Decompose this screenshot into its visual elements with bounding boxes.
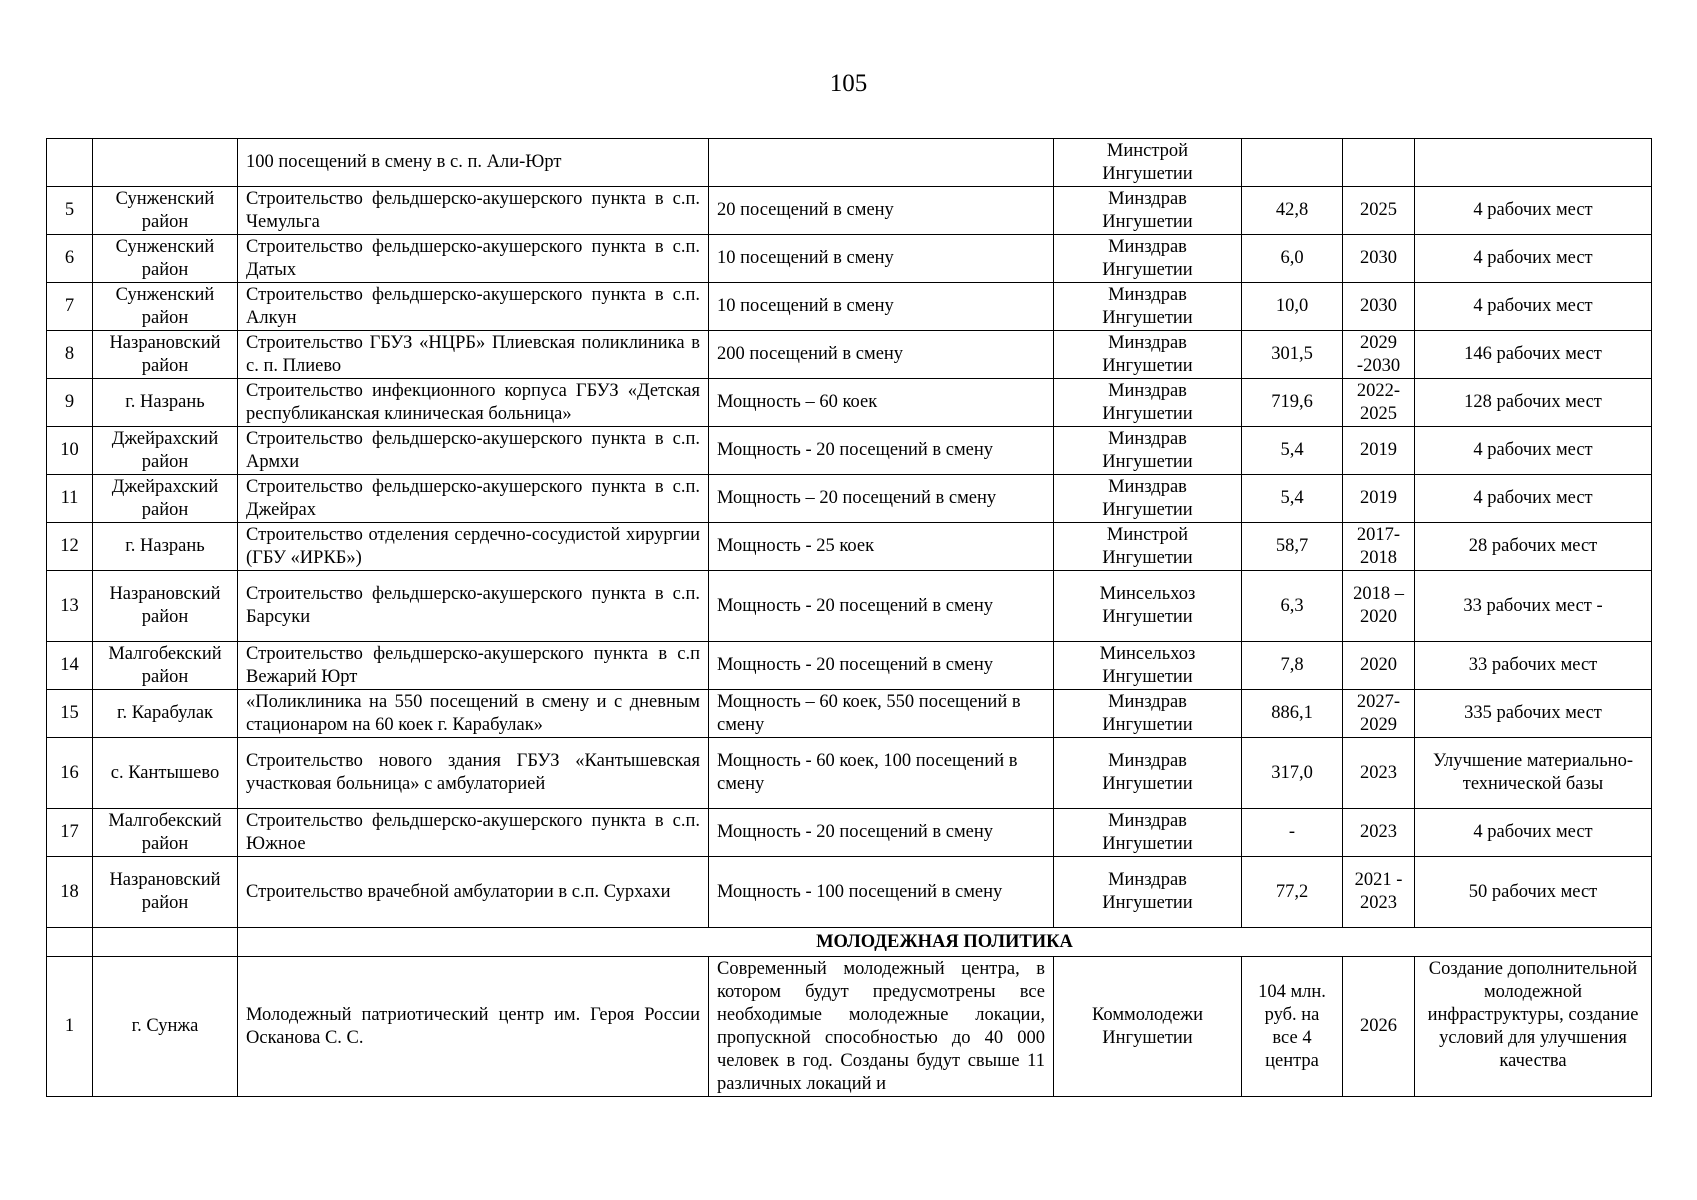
row-years: 2023 — [1343, 738, 1415, 809]
row-capacity: Мощность – 20 посещений в смену — [709, 475, 1054, 523]
row-capacity — [709, 139, 1054, 187]
row-capacity: Мощность - 100 посещений в смену — [709, 857, 1054, 928]
row-years: 2026 — [1343, 957, 1415, 1097]
table-row — [47, 523, 1652, 571]
row-capacity-cell — [709, 957, 1054, 1097]
row-number: 9 — [47, 379, 93, 427]
row-organization: Минздрав Ингушетии — [1054, 857, 1242, 928]
row-jobs: Создание дополнительной молодежной инфраструктуры, создание условий для улучшения качества — [1427, 958, 1639, 1071]
row-number: 5 — [47, 187, 93, 235]
row-number: 13 — [47, 571, 93, 642]
row-years: 2022-2025 — [1343, 379, 1415, 427]
row-years: 2020 — [1343, 642, 1415, 690]
row-amount: 58,7 — [1242, 523, 1343, 571]
section-header-row — [47, 928, 1652, 957]
table-row — [47, 857, 1652, 928]
row-project-name: Строительство инфекционного корпуса ГБУЗ «Детская республиканская клиническая больница» — [238, 379, 709, 427]
row-capacity: Мощность – 60 коек — [709, 379, 1054, 427]
row-years: 2019 — [1343, 427, 1415, 475]
row-jobs: 4 рабочих мест — [1415, 809, 1652, 857]
row-location: Малгобекский район — [93, 642, 238, 690]
row-number — [47, 928, 93, 957]
row-organization: Минздрав Ингушетии — [1054, 809, 1242, 857]
row-organization: Коммолодежи Ингушетии — [1054, 957, 1242, 1097]
row-number: 12 — [47, 523, 93, 571]
row-location: Сунженский район — [93, 187, 238, 235]
row-years: 2027-2029 — [1343, 690, 1415, 738]
row-number: 7 — [47, 283, 93, 331]
row-location: Сунженский район — [93, 235, 238, 283]
row-amount: 6,0 — [1242, 235, 1343, 283]
row-organization: Минстрой Ингушетии — [1054, 139, 1242, 187]
row-organization: Минздрав Ингушетии — [1054, 379, 1242, 427]
row-capacity: 200 посещений в смену — [709, 331, 1054, 379]
table-row — [47, 690, 1652, 738]
section-title: МОЛОДЕЖНАЯ ПОЛИТИКА — [238, 928, 1652, 957]
row-location: Малгобекский район — [93, 809, 238, 857]
row-number: 11 — [47, 475, 93, 523]
row-organization: Минздрав Ингушетии — [1054, 690, 1242, 738]
row-jobs: 335 рабочих мест — [1415, 690, 1652, 738]
row-jobs-cell — [1415, 957, 1652, 1097]
row-organization: Минсельхоз Ингушетии — [1054, 571, 1242, 642]
row-jobs: 4 рабочих мест — [1415, 427, 1652, 475]
row-organization: Минздрав Ингушетии — [1054, 283, 1242, 331]
row-jobs: 4 рабочих мест — [1415, 475, 1652, 523]
row-project-name: Молодежный патриотический центр им. Героя России Осканова С. С. — [238, 957, 709, 1097]
row-project-name: Строительство фельдшерско-акушерского пункта в с.п Вежарий Юрт — [238, 642, 709, 690]
row-project-name: Строительство фельдшерско-акушерского пункта в с.п. Датых — [238, 235, 709, 283]
row-years: 2021 - 2023 — [1343, 857, 1415, 928]
row-jobs — [1415, 139, 1652, 187]
row-capacity: Мощность - 20 посещений в смену — [709, 571, 1054, 642]
row-years: 2019 — [1343, 475, 1415, 523]
row-location: Назрановский район — [93, 857, 238, 928]
row-organization: Минздрав Ингушетии — [1054, 738, 1242, 809]
row-project-name: Строительство фельдшерско-акушерского пункта в с.п. Алкун — [238, 283, 709, 331]
table-row — [47, 809, 1652, 857]
row-location — [93, 928, 238, 957]
table-row — [47, 187, 1652, 235]
row-capacity: Современный молодежный центра, в котором будут предусмотрены все необходимые молодежные локации, пропускной способностью до 40 000 человек в год. Созданы будут свыше 11 различных локаций и — [717, 958, 1045, 1094]
table-row — [47, 642, 1652, 690]
row-amount: 719,6 — [1242, 379, 1343, 427]
row-project-name: Строительство фельдшерско-акушерского пункта в с.п. Чемульга — [238, 187, 709, 235]
row-number: 8 — [47, 331, 93, 379]
row-organization: Минздрав Ингушетии — [1054, 475, 1242, 523]
row-years: 2030 — [1343, 283, 1415, 331]
row-project-name: Строительство фельдшерско-акушерского пункта в с.п. Южное — [238, 809, 709, 857]
row-amount: 10,0 — [1242, 283, 1343, 331]
row-amount: 301,5 — [1242, 331, 1343, 379]
row-capacity: 20 посещений в смену — [709, 187, 1054, 235]
row-amount: - — [1242, 809, 1343, 857]
row-capacity: Мощность - 60 коек, 100 посещений в смену — [709, 738, 1054, 809]
row-number: 14 — [47, 642, 93, 690]
row-project-name: 100 посещений в смену в с. п. Али-Юрт — [238, 139, 709, 187]
row-location: Джейрахский район — [93, 475, 238, 523]
row-amount: 77,2 — [1242, 857, 1343, 928]
row-location: Назрановский район — [93, 571, 238, 642]
row-amount: 886,1 — [1242, 690, 1343, 738]
table-row — [47, 427, 1652, 475]
row-amount: 6,3 — [1242, 571, 1343, 642]
row-jobs: 4 рабочих мест — [1415, 283, 1652, 331]
table-row — [47, 957, 1652, 1097]
row-amount: 5,4 — [1242, 475, 1343, 523]
row-location: г. Назрань — [93, 379, 238, 427]
row-jobs: 50 рабочих мест — [1415, 857, 1652, 928]
row-project-name: Строительство отделения сердечно-сосудистой хирургии (ГБУ «ИРКБ») — [238, 523, 709, 571]
row-capacity: Мощность – 60 коек, 550 посещений в смену — [709, 690, 1054, 738]
row-amount: 317,0 — [1242, 738, 1343, 809]
row-project-name: Строительство фельдшерско-акушерского пункта в с.п. Барсуки — [238, 571, 709, 642]
row-location: г. Карабулак — [93, 690, 238, 738]
row-number: 1 — [47, 957, 93, 1097]
table-row — [47, 571, 1652, 642]
row-organization: Минздрав Ингушетии — [1054, 331, 1242, 379]
row-jobs: Улучшение материально-технической базы — [1415, 738, 1652, 809]
row-project-name: Строительство фельдшерско-акушерского пункта в с.п. Армхи — [238, 427, 709, 475]
table-row — [47, 738, 1652, 809]
row-capacity: Мощность - 20 посещений в смену — [709, 427, 1054, 475]
row-capacity: 10 посещений в смену — [709, 283, 1054, 331]
row-amount: 5,4 — [1242, 427, 1343, 475]
row-years: 2017-2018 — [1343, 523, 1415, 571]
row-number: 15 — [47, 690, 93, 738]
row-jobs: 146 рабочих мест — [1415, 331, 1652, 379]
row-project-name: «Поликлиника на 550 посещений в смену и с дневным стационаром на 60 коек г. Карабулак» — [238, 690, 709, 738]
row-years: 2025 — [1343, 187, 1415, 235]
row-number: 17 — [47, 809, 93, 857]
table-row — [47, 331, 1652, 379]
row-years: 2029 -2030 — [1343, 331, 1415, 379]
row-amount: 42,8 — [1242, 187, 1343, 235]
row-capacity: 10 посещений в смену — [709, 235, 1054, 283]
row-jobs: 28 рабочих мест — [1415, 523, 1652, 571]
row-location: Джейрахский район — [93, 427, 238, 475]
row-number: 16 — [47, 738, 93, 809]
row-project-name: Строительство ГБУЗ «НЦРБ» Плиевская поликлиника в с. п. Плиево — [238, 331, 709, 379]
row-organization: Минсельхоз Ингушетии — [1054, 642, 1242, 690]
row-number — [47, 139, 93, 187]
row-organization: Минздрав Ингушетии — [1054, 187, 1242, 235]
page-number: 105 — [829, 70, 868, 97]
row-amount — [1242, 139, 1343, 187]
row-location: Назрановский район — [93, 331, 238, 379]
row-number: 18 — [47, 857, 93, 928]
row-amount: 7,8 — [1242, 642, 1343, 690]
row-organization: Минздрав Ингушетии — [1054, 427, 1242, 475]
row-amount: 104 млн. руб. на все 4 центра — [1242, 957, 1343, 1097]
row-location: г. Назрань — [93, 523, 238, 571]
row-project-name: Строительство нового здания ГБУЗ «Кантышевская участковая больница» с амбулаторией — [238, 738, 709, 809]
table-row — [47, 139, 1652, 187]
row-jobs: 4 рабочих мест — [1415, 187, 1652, 235]
row-project-name: Строительство врачебной амбулатории в с.п. Сурхахи — [238, 857, 709, 928]
row-years: 2018 – 2020 — [1343, 571, 1415, 642]
row-organization: Минстрой Ингушетии — [1054, 523, 1242, 571]
row-years: 2023 — [1343, 809, 1415, 857]
row-jobs: 33 рабочих мест — [1415, 642, 1652, 690]
row-capacity: Мощность - 25 коек — [709, 523, 1054, 571]
investment-projects-table — [46, 138, 1652, 1097]
table-row — [47, 235, 1652, 283]
row-years: 2030 — [1343, 235, 1415, 283]
table-row — [47, 379, 1652, 427]
row-jobs: 33 рабочих мест - — [1415, 571, 1652, 642]
row-number: 10 — [47, 427, 93, 475]
row-capacity: Мощность - 20 посещений в смену — [709, 809, 1054, 857]
row-location: г. Сунжа — [93, 957, 238, 1097]
row-location: с. Кантышево — [93, 738, 238, 809]
row-years — [1343, 139, 1415, 187]
row-jobs: 128 рабочих мест — [1415, 379, 1652, 427]
row-organization: Минздрав Ингушетии — [1054, 235, 1242, 283]
table-row — [47, 475, 1652, 523]
row-number: 6 — [47, 235, 93, 283]
table-row — [47, 283, 1652, 331]
row-location: Сунженский район — [93, 283, 238, 331]
row-capacity: Мощность - 20 посещений в смену — [709, 642, 1054, 690]
row-location — [93, 139, 238, 187]
row-project-name: Строительство фельдшерско-акушерского пункта в с.п. Джейрах — [238, 475, 709, 523]
row-jobs: 4 рабочих мест — [1415, 235, 1652, 283]
